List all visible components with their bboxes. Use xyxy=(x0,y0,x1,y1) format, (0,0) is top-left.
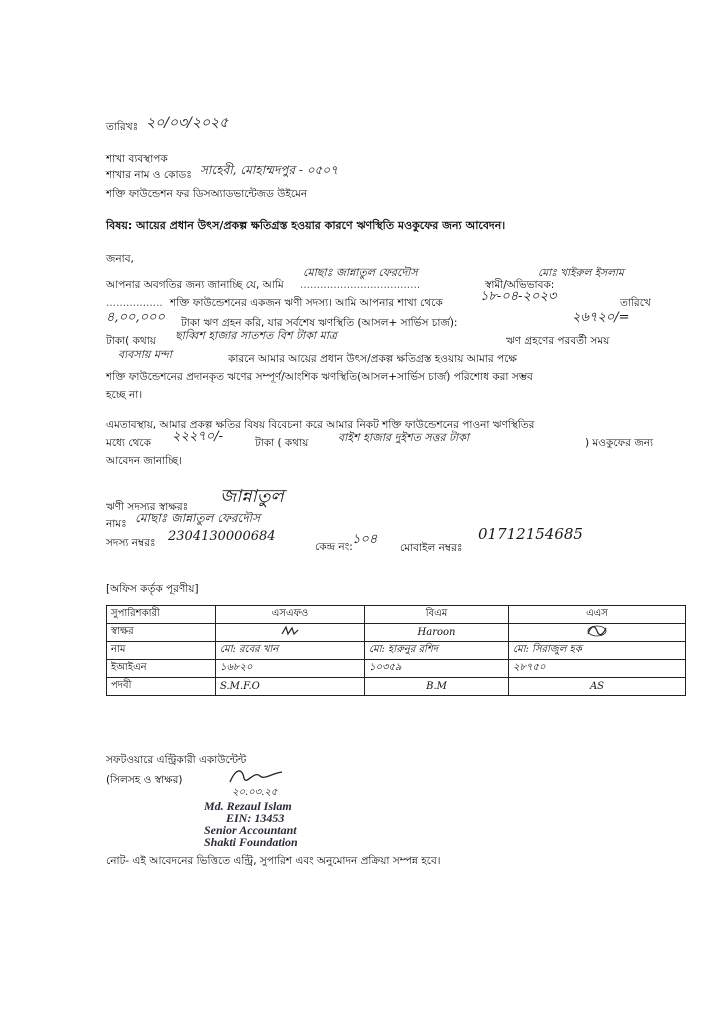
stamp-name: Md. Rezaul Islam xyxy=(204,799,292,813)
office-heading: [অফিস কর্তৃক পূরণীয়] xyxy=(106,583,199,595)
as-signature xyxy=(509,624,686,642)
salutation: জনাব, xyxy=(106,253,134,265)
mobile-handwritten: 01712154685 xyxy=(478,525,583,543)
body2-line1-text: এমতাবস্থায়, আমার প্রকল্প ক্ষতির বিষয় বিবেচনা করে আমার নিকট শক্তি ফাউন্ডেশনের পাওনা ঋণস্থিতির xyxy=(106,419,535,431)
recipient-title: শাখা ব্যবস্থাপক xyxy=(106,153,168,165)
sfo-name: মো: রবের খান xyxy=(216,642,365,660)
center-no-label: কেন্দ্র নং: xyxy=(315,541,353,553)
row-label: ইআইএন xyxy=(107,660,216,678)
borrower-name-label: নামঃ xyxy=(106,518,127,530)
waiver-in-words-handwritten: বাইশ হাজার দুইশত সত্তর টাকা xyxy=(338,431,470,444)
table-header: বিএম xyxy=(365,606,509,624)
row-label: পদবী xyxy=(107,678,216,696)
table-header: এএস xyxy=(509,606,686,624)
balance-in-words-handwritten: ছাব্বিশ হাজার সাতশত বিশ টাকা মাত্র xyxy=(175,329,337,342)
body1-line3-text: টাকা ঋণ গ্রহন করি, যার সর্বশেষ ঋণস্থিতি (আসল+ সার্ভিস চার্জ): xyxy=(181,317,458,329)
body1-line6-text: শক্তি ফাউন্ডেশনের প্রদানকৃত ঋণের সম্পূর্ণ/আংশিক ঋণস্থিতি(আসল+সার্ভিস চার্জ) পরিশোধ করা সম্ভব xyxy=(106,371,533,383)
recommendation-table xyxy=(106,605,686,696)
as-ein: ২৮৭৫০ xyxy=(509,660,686,678)
body2-line2-mid: টাকা ( কথায় xyxy=(255,437,309,449)
bm-name: মো: হারুনুর রশিদ xyxy=(365,642,509,660)
waiver-amount-handwritten: ২২২৭০/- xyxy=(172,429,224,444)
member-no-label: সদস্য নম্বরঃ xyxy=(106,537,156,549)
table-row xyxy=(107,678,686,696)
date-value: ২০/০৩/২০২৫ xyxy=(146,115,229,131)
table-header: সুপারিশকারী xyxy=(107,606,216,624)
body1-line2-end: তারিখে xyxy=(620,297,651,309)
accountant-sign-date: ২০.০৩.২৫ xyxy=(232,787,278,798)
sfo-ein: ১৬৮২০ xyxy=(216,660,365,678)
sfo-signature xyxy=(216,624,365,642)
bm-signature: Haroon xyxy=(365,624,509,642)
org-name: শক্তি ফাউন্ডেশন ফর ডিসঅ্যাডভান্টেজড উইমেন xyxy=(106,188,308,200)
borrower-name-handwritten: মোছাঃ জান্নাতুল ফেরদৌস xyxy=(135,511,261,525)
subject: বিষয়: আয়ের প্রধান উৎস/প্রকল্প ক্ষতিগ্রস্ত হওয়ার কারণে ঋণস্থিতি মওকুফের জন্য আবেদন। xyxy=(106,219,506,232)
stamp-ein: EIN: 13453 xyxy=(226,811,285,825)
borrower-signature: জান্নাতুল xyxy=(220,486,284,507)
as-designation: AS xyxy=(509,678,686,696)
body1-line2-text: শক্তি ফাউন্ডেশনের একজন ঋণী সদস্য। আমি আপনার শাখা থেকে xyxy=(170,297,443,309)
sfo-designation: S.M.F.O xyxy=(216,678,365,696)
body1-line4-text: টাকা( কথায় xyxy=(106,335,156,347)
table-row xyxy=(107,660,686,678)
guardian-name-handwritten: মোঃ খাইরুল ইসলাম xyxy=(538,267,624,279)
bm-ein: ১০৩৫৯ xyxy=(365,660,509,678)
stamp-org: Shakti Foundation xyxy=(204,835,298,849)
stamp-title: Senior Accountant xyxy=(204,823,297,837)
mobile-label: মোবাইল নম্বরঃ xyxy=(400,542,463,554)
guardian-label: স্বামী/অভিভাবক: xyxy=(485,279,555,291)
reason-handwritten: ব্যবসায় মন্দা xyxy=(118,348,172,361)
signature-scribble-icon xyxy=(585,624,609,638)
body2-line3-text: আবেদন জানাচ্ছি। xyxy=(106,455,182,467)
row-label: স্বাক্ষর xyxy=(107,624,216,642)
applicant-name-handwritten: মোছাঃ জান্নাতুল ফেরদৌস xyxy=(303,266,418,279)
body1-line5-text: কারনে আমার আয়ের প্রধান উৎস/প্রকল্প ক্ষতিগ্রস্ত হওয়ায় আমার পক্ষে xyxy=(228,353,517,365)
table-header: এসএফও xyxy=(216,606,365,624)
body1-line7-text: হচ্ছে না। xyxy=(106,389,143,401)
dotted-line: ................. xyxy=(106,297,163,309)
loan-amount-handwritten: ৪,০০,০০০ xyxy=(106,310,165,325)
branch-label: শাখার নাম ও কোডঃ xyxy=(106,169,192,181)
table-row xyxy=(107,624,686,642)
accountant-signature-icon xyxy=(226,766,286,788)
row-label: নাম xyxy=(107,642,216,660)
table-row xyxy=(107,642,686,660)
seal-sign-label: (সিলসহ ও স্বাক্ষর) xyxy=(106,774,183,786)
bm-designation: B.M xyxy=(365,678,509,696)
body2-line2-end: ) মওকুফের জন্য xyxy=(585,437,654,449)
dotted-line: .................................... xyxy=(300,279,421,291)
member-no-handwritten: 2304130000684 xyxy=(168,529,276,544)
accountant-stamp xyxy=(204,800,298,848)
borrower-sign-label: ঋণী সদস্যর স্বাক্ষরঃ xyxy=(106,501,189,513)
branch-value: সাহেবী, মোহাম্মদপুর - ০৫০৭ xyxy=(200,163,338,177)
body1-line4-end: ঋণ গ্রহণের পরবর্তী সময় xyxy=(506,335,610,347)
center-no-handwritten: ১০৪ xyxy=(352,532,378,547)
body1-line1-text: আপনার অবগতির জন্য জানাচ্ছি যে, আমি xyxy=(106,279,284,291)
signature-scribble-icon xyxy=(280,625,300,637)
footer-note: নোট- এই আবেদনের ভিত্তিতে এন্ট্রি, সুপারিশ এবং অনুমোদন প্রক্রিয়া সম্পন্ন হবে। xyxy=(106,855,441,867)
as-name: মো: সিরাজুল হক xyxy=(509,642,686,660)
date-label: তারিখঃ xyxy=(106,121,139,133)
loan-date-handwritten: ১৮-০৪-২০২৩ xyxy=(480,289,557,304)
software-entry-label: সফটওয়ারে এন্ট্রিকারী একাউন্টেন্ট xyxy=(106,754,247,766)
body2-line2-text: মধ্যে থেকে xyxy=(106,437,151,449)
table-header-row xyxy=(107,606,686,624)
balance-handwritten: ২৬৭২০/= xyxy=(572,310,630,325)
